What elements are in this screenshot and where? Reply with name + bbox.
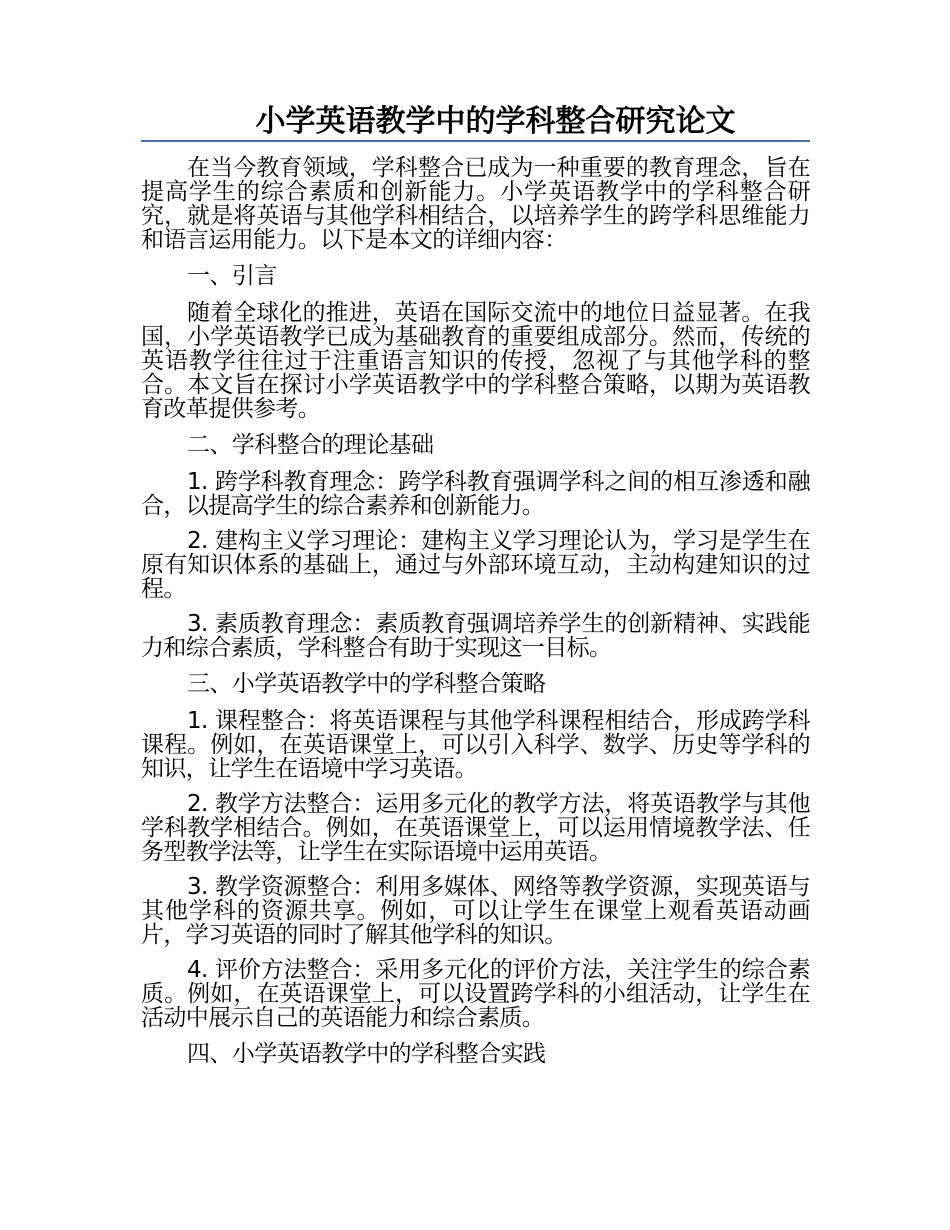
list-item: 3. 教学资源整合：利用多媒体、网络等教学资源，实现英语与其他学科的资源共享。例如，可以让学生在课堂上观看英语动画片，学习英语的同时了解其他学科的知识。	[141, 874, 810, 948]
list-item: 1. 跨学科教育理念：跨学科教育强调学科之间的相互渗透和融合，以提高学生的综合素养和创新能力。	[141, 469, 810, 519]
intro-paragraph: 在当今教育领域，学科整合已成为一种重要的教育理念，旨在提高学生的综合素质和创新能力。小学英语教学中的学科整合研究，就是将英语与其他学科相结合，以培养学生的跨学科思维能力和语言运用能力。以下是本文的详细内容：	[141, 155, 810, 253]
list-item: 1. 课程整合：将英语课程与其他学科课程相结合，形成跨学科课程。例如，在英语课堂上，可以引入科学、数学、历史等学科的知识，让学生在语境中学习英语。	[141, 708, 810, 782]
section-heading-theory: 二、学科整合的理论基础	[187, 432, 434, 458]
list-item: 4. 评价方法整合：采用多元化的评价方法，关注学生的综合素质。例如，在英语课堂上，可以设置跨学科的小组活动，让学生在活动中展示自己的英语能力和综合素质。	[141, 957, 810, 1031]
document-title: 小学英语教学中的学科整合研究论文	[255, 104, 736, 139]
section-heading-introduction: 一、引言	[187, 263, 277, 289]
list-item: 2. 建构主义学习理论：建构主义学习理论认为，学习是学生在原有知识体系的基础上，通过与外部环境互动，主动构建知识的过程。	[141, 528, 810, 602]
list-item: 3. 素质教育理念：素质教育强调培养学生的创新精神、实践能力和综合素质，学科整合有助于实现这一目标。	[141, 611, 810, 661]
section-heading-strategies: 三、小学英语教学中的学科整合策略	[187, 671, 546, 697]
section-heading-practice: 四、小学英语教学中的学科整合实践	[187, 1041, 546, 1067]
document-page	[141, 100, 810, 1079]
body-paragraph: 随着全球化的推进，英语在国际交流中的地位日益显著。在我国，小学英语教学已成为基础教育的重要组成部分。然而，传统的英语教学往往过于注重语言知识的传授，忽视了与其他学科的整合。本文旨在探讨小学英语教学中的学科整合策略，以期为英语教育改革提供参考。	[141, 300, 810, 422]
list-item: 2. 教学方法整合：运用多元化的教学方法，将英语教学与其他学科教学相结合。例如，在英语课堂上，可以运用情境教学法、任务型教学法等，让学生在实际语境中运用英语。	[141, 791, 810, 865]
